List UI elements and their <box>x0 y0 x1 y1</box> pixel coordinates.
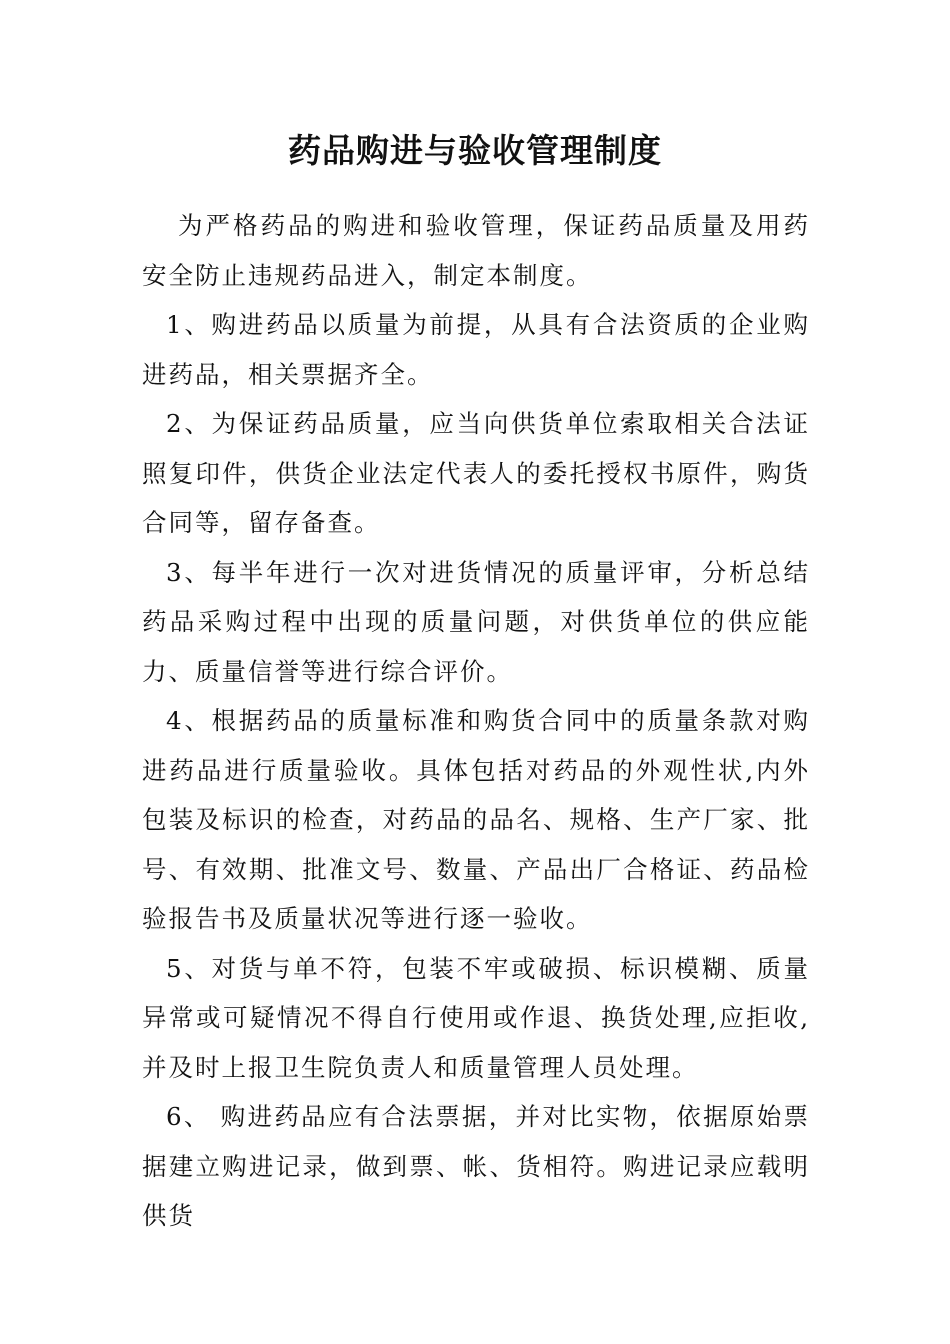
document-title: 药品购进与验收管理制度 <box>288 131 662 170</box>
rule-item-5: 5、对货与单不符，包装不牢或破损、标识模糊、质量异常或可疑情况不得自行使用或作退、换货处理,应拒收,并及时上报卫生院负责人和质量管理人员处理。 <box>142 953 810 1082</box>
rule-item-3: 3、每半年进行一次对进货情况的质量评审，分析总结药品采购过程中出现的质量问题，对供货单位的供应能力、质量信誉等进行综合评价。 <box>142 557 810 686</box>
rule-item-1: 1、购进药品以质量为前提，从具有合法资质的企业购进药品，相关票据齐全。 <box>142 310 810 389</box>
document-body <box>142 201 810 1241</box>
rule-item-4: 4、根据药品的质量标准和购货合同中的质量条款对购进药品进行质量验收。具体包括对药品的外观性状,内外包装及标识的检查，对药品的品名、规格、生产厂家、批号、有效期、批准文号、数量、产品出厂合格证、药品检验报告书及质量状况等进行逐一验收。 <box>142 706 810 933</box>
rule-item-2: 2、为保证药品质量，应当向供货单位索取相关合法证照复印件，供货企业法定代表人的委托授权书原件，购货合同等，留存备查。 <box>142 409 810 537</box>
intro-paragraph: 为严格药品的购进和验收管理，保证药品质量及用药安全防止违规药品进入，制定本制度。 <box>142 211 810 290</box>
rule-item-6: 6、 购进药品应有合法票据，并对比实物，依据原始票据建立购进记录，做到票、帐、货相符。购进记录应载明供货 <box>142 1102 810 1230</box>
